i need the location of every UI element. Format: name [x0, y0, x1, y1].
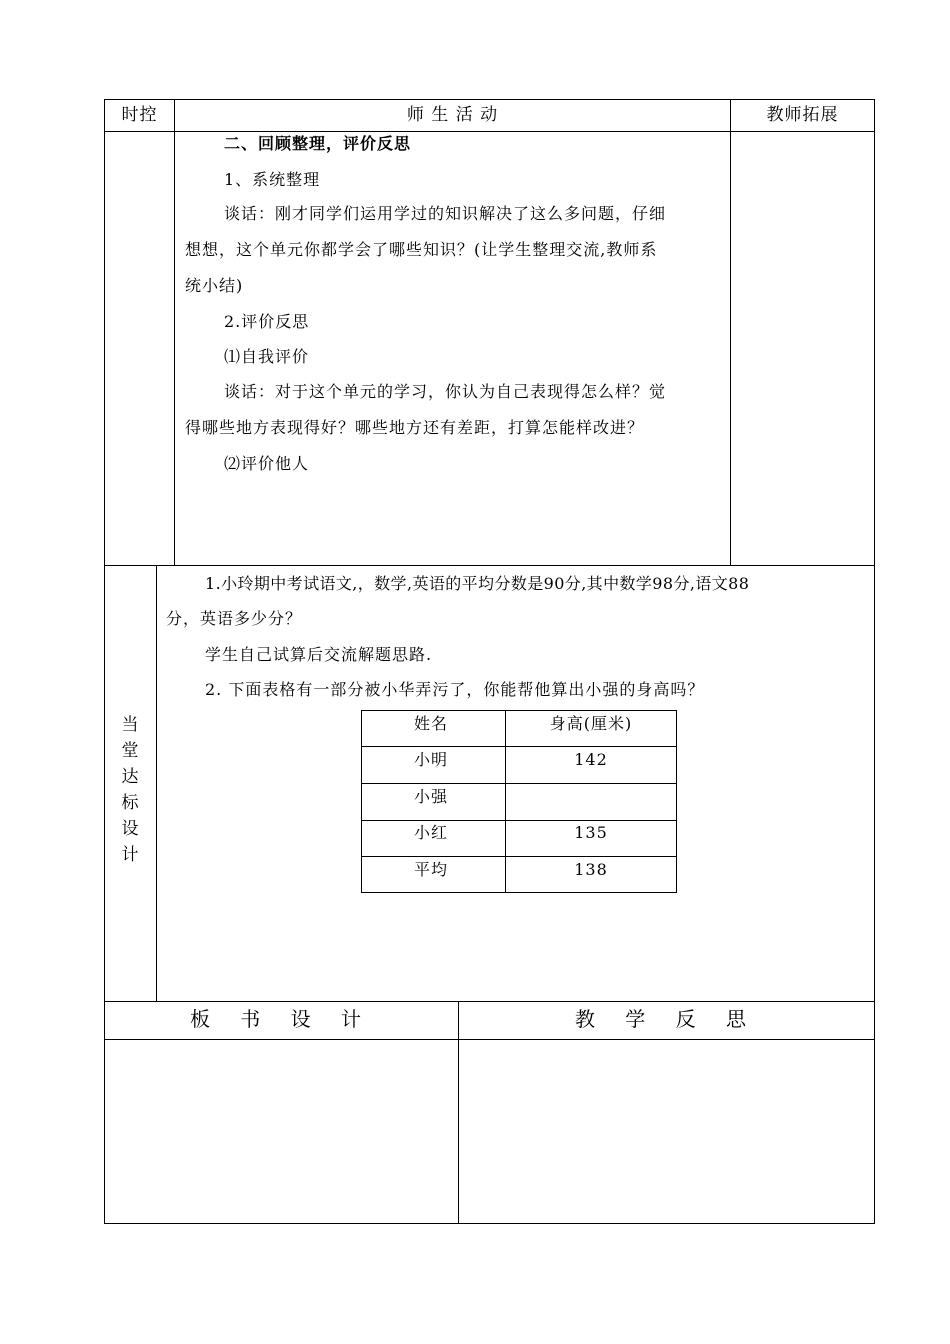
- table-border-top: [104, 99, 875, 100]
- table-cell-height: 142: [574, 750, 608, 769]
- question-1-line2: 分，英语多少分？: [166, 609, 303, 628]
- question-1-note: 学生自己试算后交流解题思路.: [205, 645, 433, 664]
- table-cell-name: 平均: [414, 860, 449, 879]
- inner-table-line: [361, 892, 677, 893]
- table-border-left: [104, 99, 105, 1224]
- side-label-char: 堂: [121, 741, 139, 761]
- header-activity: 师 生 活 动: [406, 105, 499, 125]
- inner-table-line: [361, 820, 677, 821]
- table-border-right: [874, 99, 875, 1224]
- table-header-height: 身高(厘米): [549, 714, 633, 733]
- side-label-char: 达: [121, 767, 139, 787]
- section-divider-2: [104, 1001, 875, 1002]
- inner-table-line: [361, 856, 677, 857]
- practice-label-divider: [156, 565, 157, 1002]
- review-sub-1: ⑴自我评价: [224, 347, 310, 366]
- board-design-heading: 板 书 设 计: [189, 1007, 374, 1031]
- inner-table-line: [361, 746, 677, 747]
- header-row-divider: [104, 131, 875, 132]
- inner-table-line: [361, 710, 677, 711]
- practice-side-label: [118, 712, 142, 868]
- table-header-name: 姓名: [414, 714, 449, 733]
- side-label-char: 标: [121, 793, 139, 813]
- table-cell-height: 135: [574, 823, 608, 842]
- side-label-char: 当: [121, 715, 139, 735]
- footer-col-divider: [458, 1001, 459, 1224]
- table-border-bottom: [104, 1223, 875, 1224]
- review-item-2: 2.评价反思: [224, 312, 310, 331]
- review-item-1: 1、系统整理: [224, 170, 321, 189]
- side-label-char: 计: [121, 845, 139, 865]
- header-time-control: 时控: [121, 105, 158, 125]
- review-talk1-line3: 统小结): [185, 276, 244, 295]
- header-teacher-extension: 教师拓展: [766, 105, 839, 125]
- section-divider-1: [104, 565, 875, 566]
- table-cell-height: 138: [574, 860, 608, 879]
- time-col-divider: [174, 99, 175, 566]
- inner-table-line: [361, 783, 677, 784]
- footer-header-divider: [104, 1039, 875, 1040]
- review-talk2-line1: 谈话：对于这个单元的学习，你认为自己表现得怎么样？觉: [224, 382, 667, 401]
- question-2: 2. 下面表格有一部分被小华弄污了，你能帮他算出小强的身高吗？: [205, 680, 705, 699]
- table-cell-name: 小红: [414, 823, 449, 842]
- review-sub-2: ⑵评价他人: [224, 454, 310, 473]
- side-label-char: 设: [121, 819, 139, 839]
- table-cell-name: 小明: [414, 750, 449, 769]
- review-talk2-line2: 得哪些地方表现得好？哪些地方还有差距，打算怎能样改进？: [185, 418, 645, 437]
- inner-table-line: [361, 710, 362, 893]
- extension-col-divider: [730, 99, 731, 566]
- review-heading: 二、回顾整理，评价反思: [224, 134, 412, 153]
- review-talk1-line1: 谈话：刚才同学们运用学过的知识解决了这么多问题，仔细: [224, 204, 667, 223]
- teaching-reflection-heading: 教 学 反 思: [574, 1007, 759, 1031]
- inner-table-line: [676, 710, 677, 893]
- question-1-line1: 1.小玲期中考试语文,，数学,英语的平均分数是90分,其中数学98分,语文88: [205, 574, 750, 593]
- review-talk1-line2: 想想，这个单元你都学会了哪些知识？(让学生整理交流,教师系: [185, 240, 658, 259]
- table-cell-name: 小强: [414, 787, 449, 806]
